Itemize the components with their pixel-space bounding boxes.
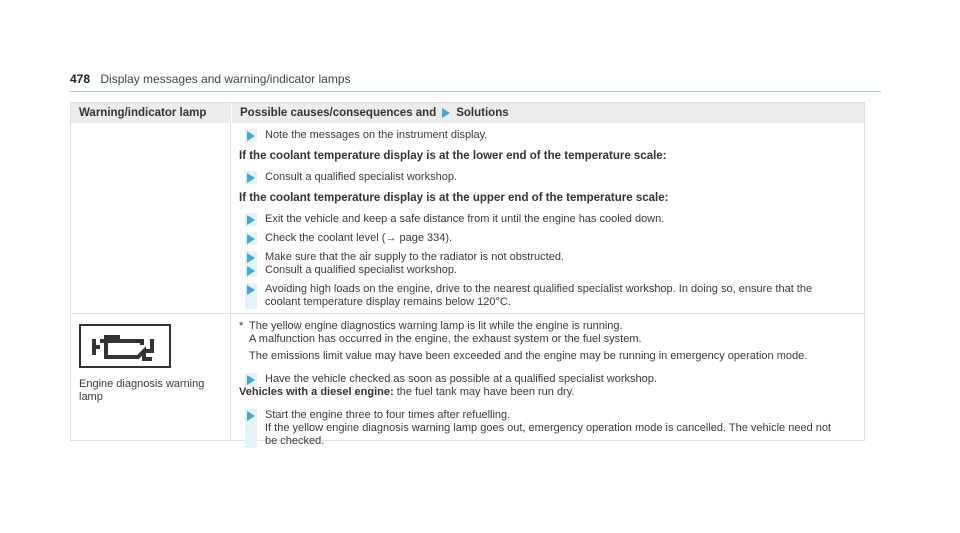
step: Have the vehicle checked as soon as possible at a qualified specialist workshop. (239, 373, 864, 386)
subheading-upper: If the coolant temperature display is at the upper end of the temperature scale: (239, 192, 669, 204)
subheading-lower: If the coolant temperature display is at the lower end of the temperature scale: (239, 150, 667, 162)
triangle-arrow-icon (247, 215, 255, 225)
triangle-arrow-icon (247, 266, 255, 276)
step: Check the coolant level (→ page 334). (239, 232, 864, 245)
asterisk: * (239, 320, 244, 332)
page-title: Display messages and warning/indicator lamps (100, 72, 351, 86)
triangle-arrow-icon (247, 131, 255, 141)
lamp-cell (71, 123, 231, 313)
col1-header: Warning/indicator lamp (79, 107, 207, 119)
table-header (71, 103, 864, 123)
page-header (70, 72, 351, 86)
table-row (71, 313, 864, 447)
table-row (71, 123, 864, 313)
step: Consult a qualified specialist workshop. (239, 171, 864, 184)
triangle-arrow-icon (442, 108, 450, 118)
diesel-note: Vehicles with a diesel engine: the fuel tank may have been run dry. (239, 386, 575, 398)
triangle-arrow-icon (247, 173, 255, 183)
triangle-arrow-icon (247, 253, 255, 263)
note: * The yellow engine diagnostics warning lamp is lit while the engine is running. A malfunction has occurred in the engine, the exhaust system or the fuel system. (239, 320, 642, 345)
engine-icon (79, 324, 171, 368)
lamp-label: Engine diagnosis warning lamp (79, 378, 205, 403)
warning-lamp-table (70, 102, 865, 447)
page-number: 478 (70, 72, 91, 86)
solutions-cell (231, 123, 864, 313)
triangle-arrow-icon (247, 375, 255, 385)
lamp-cell (71, 314, 231, 440)
step: Make sure that the air supply to the radiator is not obstructed. Consult a qualified specialist workshop. (239, 251, 864, 277)
triangle-arrow-icon (247, 285, 255, 295)
triangle-arrow-icon (247, 411, 255, 421)
step: Exit the vehicle and keep a safe distance from it until the engine has cooled down. (239, 213, 864, 226)
col2-header-solutions: Solutions (456, 107, 509, 119)
col2-header-causes: Possible causes/consequences and (240, 107, 437, 119)
step: Note the messages on the instrument display. (239, 129, 864, 142)
header-rule (70, 91, 881, 92)
step: Start the engine three to four times after refuelling. If the yellow engine diagnosis warning lamp goes out, emergency operation mode is cancelled. The vehicle need not be checked. (239, 409, 864, 448)
solutions-cell (231, 314, 864, 447)
emissions-text: The emissions limit value may have been exceeded and the engine may be running in emergency operation mode. (249, 350, 808, 362)
triangle-arrow-icon (247, 234, 255, 244)
col2-header (231, 103, 864, 123)
step: Avoiding high loads on the engine, drive to the nearest qualified specialist workshop. In doing so, ensure that the coolant temperature display remains below 120°C. (239, 283, 864, 309)
engine-icon-graphic (90, 329, 160, 363)
